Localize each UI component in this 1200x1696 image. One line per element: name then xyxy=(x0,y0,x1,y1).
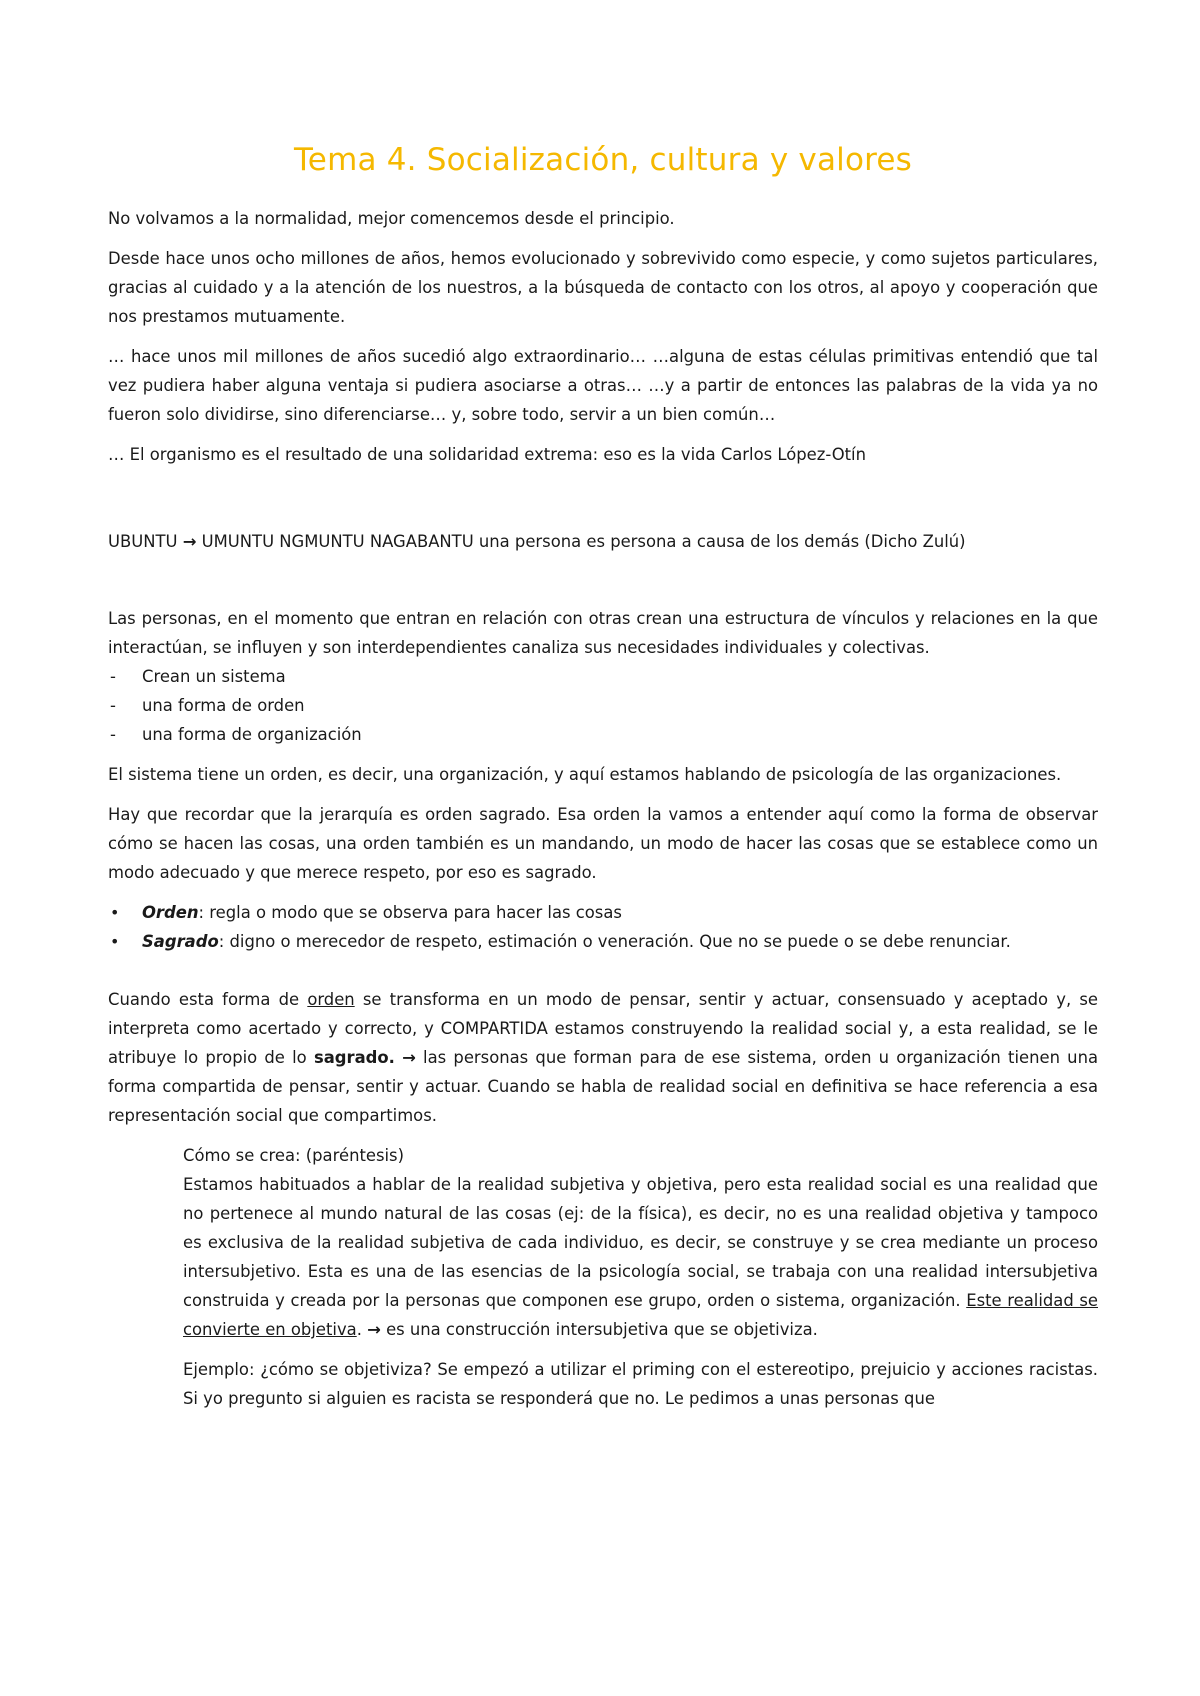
text-run: es una construcción intersubjetiva que se objetiviza. xyxy=(380,1320,818,1339)
paragraph-intro: No volvamos a la normalidad, mejor comencemos desde el principio. xyxy=(108,209,675,228)
dash-list xyxy=(108,662,1098,749)
underlined-word: orden xyxy=(307,990,355,1009)
paragraph-how-created xyxy=(183,1141,1098,1344)
ubuntu-text: UMUNTU NGMUNTU NAGABANTU una persona es persona a causa de los demás (Dicho Zulú) xyxy=(196,532,966,551)
text-run: . xyxy=(356,1320,368,1339)
arrow-right-icon: → xyxy=(402,1048,416,1067)
paragraph-hierarchy: Hay que recordar que la jerarquía es orden sagrado. Esa orden la vamos a entender aquí como la forma de observar cómo se hacen las cosas, una orden también es un mandando, un modo de hacer las cosas que se establece como un modo adecuado y que merece respeto, por eso es sagrado. xyxy=(108,805,1098,882)
paragraph-quote-author: … El organismo es el resultado de una solidaridad extrema: eso es la vida Carlos López-Otín xyxy=(108,445,866,464)
text-run: Cuando esta forma de xyxy=(108,990,308,1009)
paragraph-ubuntu xyxy=(108,527,1098,556)
text-run: Estamos habituados a hablar de la realidad subjetiva y objetiva, pero esta realidad social es una realidad que no pertenece al mundo natural de las cosas (ej: de la física), es decir, no es una realidad objetiva y tampoco es exclusiva de la realidad subjetiva de cada individuo, es decir, se construye y se crea mediante un proceso intersubjetivo. Esta es una de las esencias de la psicología social, se trabaja con una realidad intersubjetiva construida y creada por la personas que componen ese grupo, orden o sistema, organización. xyxy=(183,1175,1098,1310)
paragraph-evolution: Desde hace unos ocho millones de años, hemos evolucionado y sobrevivido como especie, y como sujetos particulares, gracias al cuidado y a la atención de los nuestros, a la búsqueda de contacto con los otros, al apoyo y cooperación que nos prestamos mutuamente. xyxy=(108,249,1098,326)
arrow-right-icon: → xyxy=(367,1320,381,1339)
definition-text: : regla o modo que se observa para hacer las cosas xyxy=(198,903,622,922)
text-run: se transforma en un modo de pensar, sentir y actuar, consensuado y aceptado y, se interpreta como acertado y correcto, y COMPARTIDA estamos construyendo la realidad social y, a esta realidad, se le atribuye lo propio de lo xyxy=(108,990,1098,1067)
definition-item xyxy=(108,898,1098,927)
text-run: las personas que forman para de ese sistema, orden u organización tienen una forma compartida de pensar, sentir y actuar. Cuando se habla de realidad social en definitiva se hace referencia a esa representación social que compartimos. xyxy=(108,1048,1099,1125)
definition-list xyxy=(108,898,1098,956)
definition-term: Sagrado xyxy=(142,932,219,951)
paragraph-system: El sistema tiene un orden, es decir, una organización, y aquí estamos hablando de psicología de las organizaciones. xyxy=(108,765,1062,784)
paragraph-example: Ejemplo: ¿cómo se objetiviza? Se empezó a utilizar el priming con el estereotipo, prejuicio y acciones racistas. Si yo pregunto si alguien es racista se responderá que no. Le pedimos a unas personas que xyxy=(183,1360,1098,1408)
dash-list-item: - una forma de orden xyxy=(108,691,1098,720)
indented-section xyxy=(108,1141,1098,1413)
document-title: Tema 4. Socialización, cultura y valores xyxy=(293,142,913,178)
dash-list-item: - Crean un sistema xyxy=(108,662,1098,691)
definition-text: : digno o merecedor de respeto, estimación o veneración. Que no se puede o se debe renunciar. xyxy=(218,932,1011,951)
bold-word: sagrado. xyxy=(313,1048,395,1067)
arrow-right-icon: → xyxy=(182,532,197,551)
bullet-icon: • xyxy=(110,932,120,951)
ubuntu-label: UBUNTU xyxy=(108,532,183,551)
paragraph-cells: … hace unos mil millones de años sucedió algo extraordinario… …alguna de estas células primitivas entendió que tal vez pudiera haber alguna ventaja si pudiera asociarse a otras… …y a partir de entonces las palabras de la vida ya no fueron solo dividirse, sino diferenciarse… y, sobre todo, servir a un bien común… xyxy=(108,347,1098,424)
bullet-icon: • xyxy=(110,903,120,922)
paragraph-social-reality xyxy=(108,985,1098,1130)
paragraph-persons: Las personas, en el momento que entran en relación con otras crean una estructura de vínculos y relaciones en la que interactúan, se influyen y son interdependientes canaliza sus necesidades individuales y colectivas. xyxy=(108,609,1098,657)
definition-item xyxy=(108,927,1098,956)
dash-list-item: - una forma de organización xyxy=(108,720,1098,749)
underlined-phrase: Este realidad se convierte en objetiva xyxy=(183,1291,1098,1339)
document-body xyxy=(108,204,1098,1424)
definition-term: Orden xyxy=(142,903,199,922)
section-heading: Cómo se crea: (paréntesis) xyxy=(183,1146,404,1165)
